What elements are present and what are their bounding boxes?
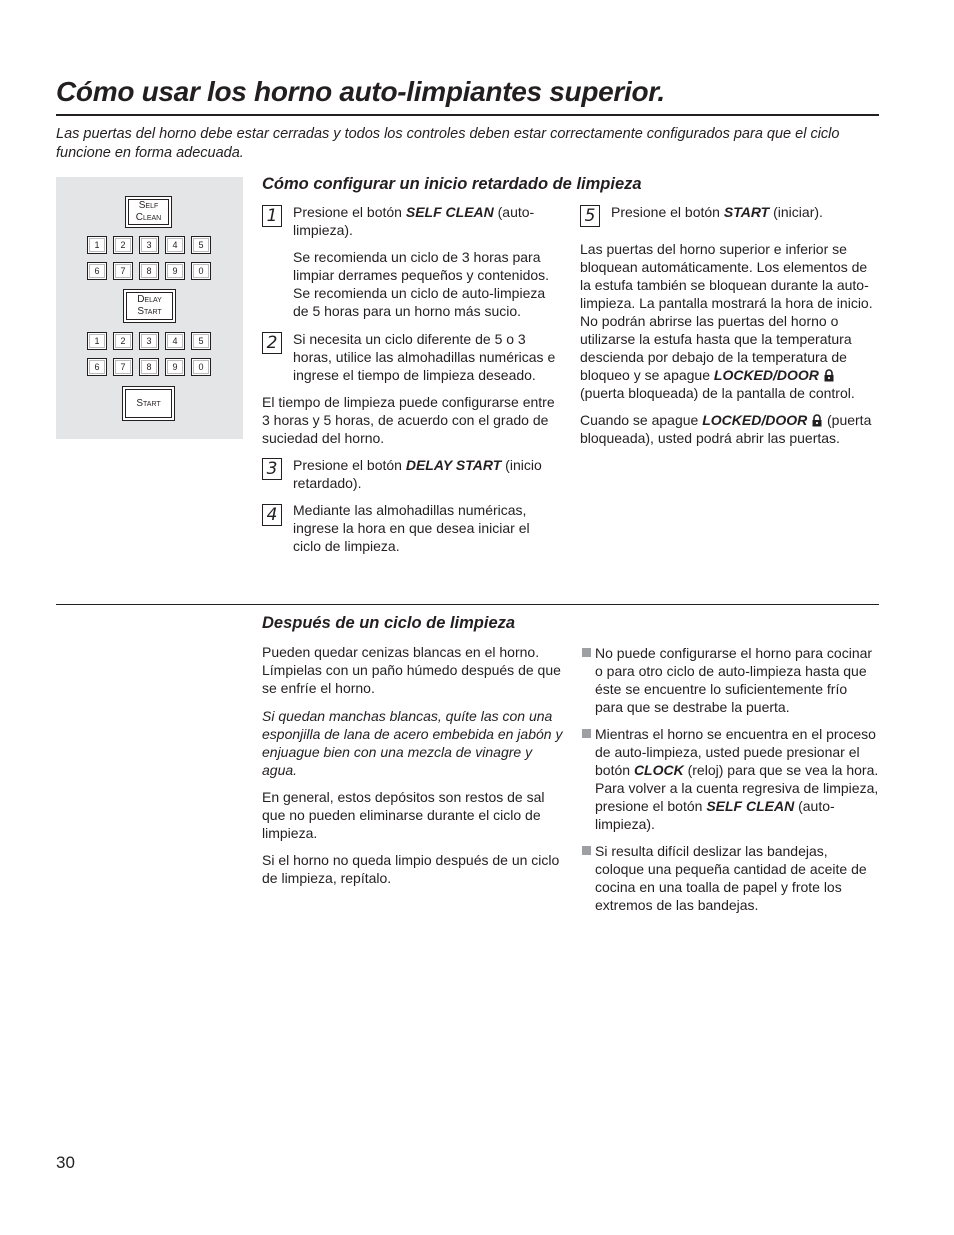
keypad-key: 3 xyxy=(139,332,159,350)
delay-start-pad-line1: Delay xyxy=(137,294,162,305)
keypad-key: 0 xyxy=(191,358,211,376)
title-rule xyxy=(56,114,879,116)
after-bullet-1: No puede configurarse el horno para cocinar o para otro ciclo de auto-limpieza hasta que éste se encuentre lo suficientemente frío para que se destrabe la puerta. xyxy=(595,645,873,715)
after-paragraph-4: Si el horno no queda limpio después de un ciclo de limpieza, repítalo. xyxy=(262,852,560,886)
keypad-key: 8 xyxy=(139,358,159,376)
after-bullet-2: Mientras el horno se encuentra en el proceso de auto-limpieza, usted puede presionar el botón CLOCK (reloj) para que se vea la hora. Para volver a la cuenta regresiva de limpieza, presione el botón SELF CLEAN (auto-limpieza). xyxy=(595,726,879,832)
bullet-square-icon xyxy=(582,648,591,657)
after-paragraph-2: Si quedan manchas blancas, quíte las con una esponjilla de lana de acero embebida en jabón y enjuague bien con una mezcla de vinagre y agua. xyxy=(262,708,563,778)
time-note: El tiempo de limpieza puede configurarse entre 3 horas y 5 horas, de acuerdo con el grado de suciedad del horno. xyxy=(262,394,555,446)
keypad-key: 5 xyxy=(191,236,211,254)
keypad-key: 1 xyxy=(87,236,107,254)
lock-icon xyxy=(823,368,835,381)
control-panel-illustration xyxy=(56,177,243,439)
keypad-key: 9 xyxy=(165,358,185,376)
step-number: 5 xyxy=(580,205,600,227)
keypad-key: 2 xyxy=(113,236,133,254)
after-bullet-3: Si resulta difícil deslizar las bandejas, coloque una pequeña cantidad de aceite de cocina en una toalla de papel y frote los extremos de las bandejas. xyxy=(595,843,867,913)
step-number: 4 xyxy=(262,504,282,526)
delay-section-heading: Cómo configurar un inicio retardado de limpieza xyxy=(262,175,642,193)
bullet-square-icon xyxy=(582,846,591,855)
delay-start-pad-line2: Start xyxy=(137,306,162,317)
after-paragraph-3: En general, estos depósitos son restos de sal que no pueden eliminarse durante el ciclo de limpieza. xyxy=(262,789,545,841)
keypad-key: 7 xyxy=(113,358,133,376)
step-number: 3 xyxy=(262,458,282,480)
after-paragraph-1: Pueden quedar cenizas blancas en el horno. Límpielas con un paño húmedo después de que se enfríe el horno. xyxy=(262,644,561,696)
self-clean-pad xyxy=(125,196,172,228)
delay-start-pad xyxy=(123,289,176,323)
bullet-square-icon xyxy=(582,729,591,738)
page-number: 30 xyxy=(56,1153,75,1172)
start-pad xyxy=(122,386,175,421)
keypad-key: 3 xyxy=(139,236,159,254)
keypad-key: 8 xyxy=(139,262,159,280)
keypad-key: 6 xyxy=(87,262,107,280)
step-3-text: Presione el botón DELAY START (inicio retardado). xyxy=(293,457,542,491)
keypad-key: 4 xyxy=(165,332,185,350)
after-section-heading: Después de un ciclo de limpieza xyxy=(262,614,516,632)
step-1-note: Se recomienda un ciclo de 3 horas para limpiar derrames pequeños y contenidos. Se recomienda un ciclo de auto-limpieza de 5 horas para un horno más sucio. xyxy=(293,249,550,319)
lock-paragraph-2: Cuando se apague LOCKED/DOOR (puerta bloqueada), usted podrá abrir las puertas. xyxy=(580,412,872,446)
keypad-key: 9 xyxy=(165,262,185,280)
intro-text: Las puertas del horno debe estar cerradas y todos los controles deben estar correctamente configurados para que el ciclo funcione en forma adecuada. xyxy=(56,126,840,161)
step-5-text: Presione el botón START (iniciar). xyxy=(611,204,823,220)
keypad-key: 1 xyxy=(87,332,107,350)
keypad-key: 0 xyxy=(191,262,211,280)
self-clean-pad-line1: Self xyxy=(138,200,159,211)
keypad-key: 7 xyxy=(113,262,133,280)
keypad-key: 4 xyxy=(165,236,185,254)
keypad-key: 2 xyxy=(113,332,133,350)
keypad-key: 6 xyxy=(87,358,107,376)
start-pad-label: Start xyxy=(136,397,161,409)
keypad-key: 5 xyxy=(191,332,211,350)
page-title: Cómo usar los horno auto-limpiantes superior. xyxy=(56,76,665,107)
lock-icon xyxy=(811,413,823,426)
step-2-text: Si necesita un ciclo diferente de 5 o 3 horas, utilice las almohadillas numéricas e ingrese el tiempo de limpieza deseado. xyxy=(293,331,556,383)
lock-paragraph-1: Las puertas del horno superior e inferior se bloquean automáticamente. Los elementos de la estufa también se bloquean durante la auto-limpieza. La pantalla mostrará la hora de inicio. No podrán abrirse las puertas del horno o utilizarse la estufa hasta que la temperatura descienda por debajo de la temperatura de bloqueo y se apague LOCKED/DOOR (puerta bloqueada) de la pantalla de control. xyxy=(580,241,873,401)
step-number: 1 xyxy=(262,205,282,227)
section-divider xyxy=(56,604,879,605)
step-4-text: Mediante las almohadillas numéricas, ingrese la hora en que desea iniciar el ciclo de limpieza. xyxy=(293,502,530,554)
step-number: 2 xyxy=(262,332,282,354)
self-clean-pad-line2: Clean xyxy=(135,212,162,223)
step-1-text: Presione el botón SELF CLEAN (auto-limpieza). xyxy=(293,204,535,238)
